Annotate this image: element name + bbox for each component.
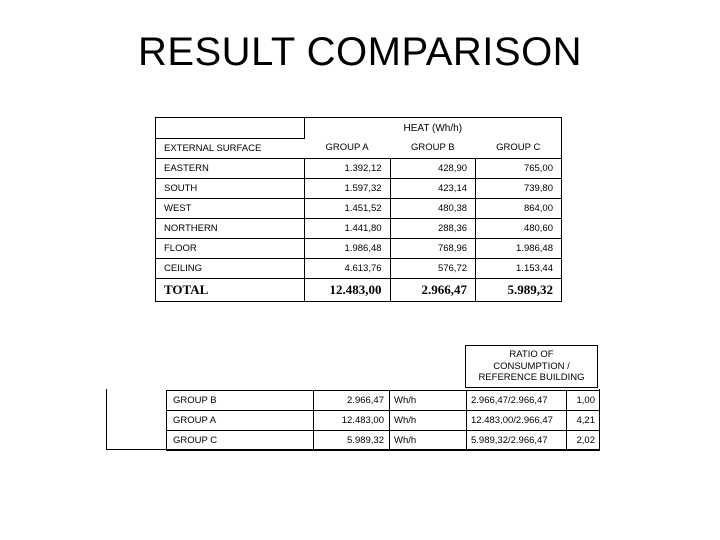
ratio-value: 2,02 (567, 431, 600, 451)
heat-header-empty-cell (156, 118, 305, 139)
table-row (156, 158, 562, 178)
value-group-a: 1.597,32 (304, 178, 390, 198)
col-header-surface: EXTERNAL SURFACE (156, 138, 305, 158)
group-label: GROUP B (167, 391, 314, 411)
col-header-group-a: GROUP A (325, 142, 369, 154)
group-unit: Wh/h (390, 411, 467, 431)
value-group-b: 288,36 (390, 218, 475, 238)
heat-table (155, 117, 562, 302)
value-group-c: 1.153,44 (476, 258, 562, 278)
value-group-c: 765,00 (476, 158, 562, 178)
table-row (167, 431, 600, 451)
ratio-formula: 5.989,32/2.966,47 (467, 431, 567, 451)
ratio-table (166, 390, 600, 451)
value-group-c: 739,80 (476, 178, 562, 198)
surface-label: SOUTH (156, 178, 305, 198)
table-row (156, 238, 562, 258)
ratio-header (465, 345, 598, 388)
value-group-a: 1.451,52 (304, 198, 390, 218)
value-group-a: 1.986,48 (304, 238, 390, 258)
value-group-b: 576,72 (390, 258, 475, 278)
group-value: 12.483,00 (314, 411, 390, 431)
surface-label: EASTERN (156, 158, 305, 178)
total-group-b: 2.966,47 (390, 278, 475, 301)
total-group-c: 5.989,32 (476, 278, 562, 301)
total-group-a: 12.483,00 (304, 278, 390, 301)
group-label: GROUP A (167, 411, 314, 431)
value-group-b: 428,90 (390, 158, 475, 178)
ratio-header-line-1: RATIO OF (509, 349, 554, 360)
group-value: 2.966,47 (314, 391, 390, 411)
total-row (156, 278, 562, 301)
heat-header-row (156, 118, 562, 139)
surface-label: FLOOR (156, 238, 305, 258)
value-group-b: 768,96 (390, 238, 475, 258)
col-header-group-b: GROUP B (410, 142, 455, 154)
table-row (156, 198, 562, 218)
col-header-group-c: GROUP C (476, 138, 562, 158)
ratio-formula: 2.966,47/2.966,47 (467, 391, 567, 411)
table-row (167, 411, 600, 431)
value-group-a: 4.613,76 (304, 258, 390, 278)
ratio-value: 4,21 (567, 411, 600, 431)
group-unit: Wh/h (390, 431, 467, 451)
ratio-header-line-3: REFERENCE BUILDING (478, 372, 585, 383)
ratio-formula: 12.483,00/2.966,47 (467, 411, 567, 431)
table-row (156, 218, 562, 238)
value-group-a: 1.441,80 (304, 218, 390, 238)
ratio-value: 1,00 (567, 391, 600, 411)
group-value: 5.989,32 (314, 431, 390, 451)
value-group-b: 480,38 (390, 198, 475, 218)
table-row (167, 391, 600, 411)
heat-header: HEAT (Wh/h) (304, 118, 561, 139)
table-row (156, 178, 562, 198)
column-header-row (156, 138, 562, 158)
surface-label: WEST (156, 198, 305, 218)
page-title: RESULT COMPARISON (137, 30, 583, 74)
ratio-header-line-2: CONSUMPTION / (493, 360, 570, 372)
surface-label: NORTHERN (156, 218, 305, 238)
surface-label: CEILING (156, 258, 305, 278)
table-row (156, 258, 562, 278)
total-label: TOTAL (156, 278, 305, 301)
group-unit: Wh/h (390, 391, 467, 411)
value-group-c: 864,00 (476, 198, 562, 218)
value-group-c: 480,60 (476, 218, 562, 238)
value-group-b: 423,14 (390, 178, 475, 198)
value-group-c: 1.986,48 (476, 238, 562, 258)
value-group-a: 1.392,12 (304, 158, 390, 178)
group-label: GROUP C (167, 431, 314, 451)
